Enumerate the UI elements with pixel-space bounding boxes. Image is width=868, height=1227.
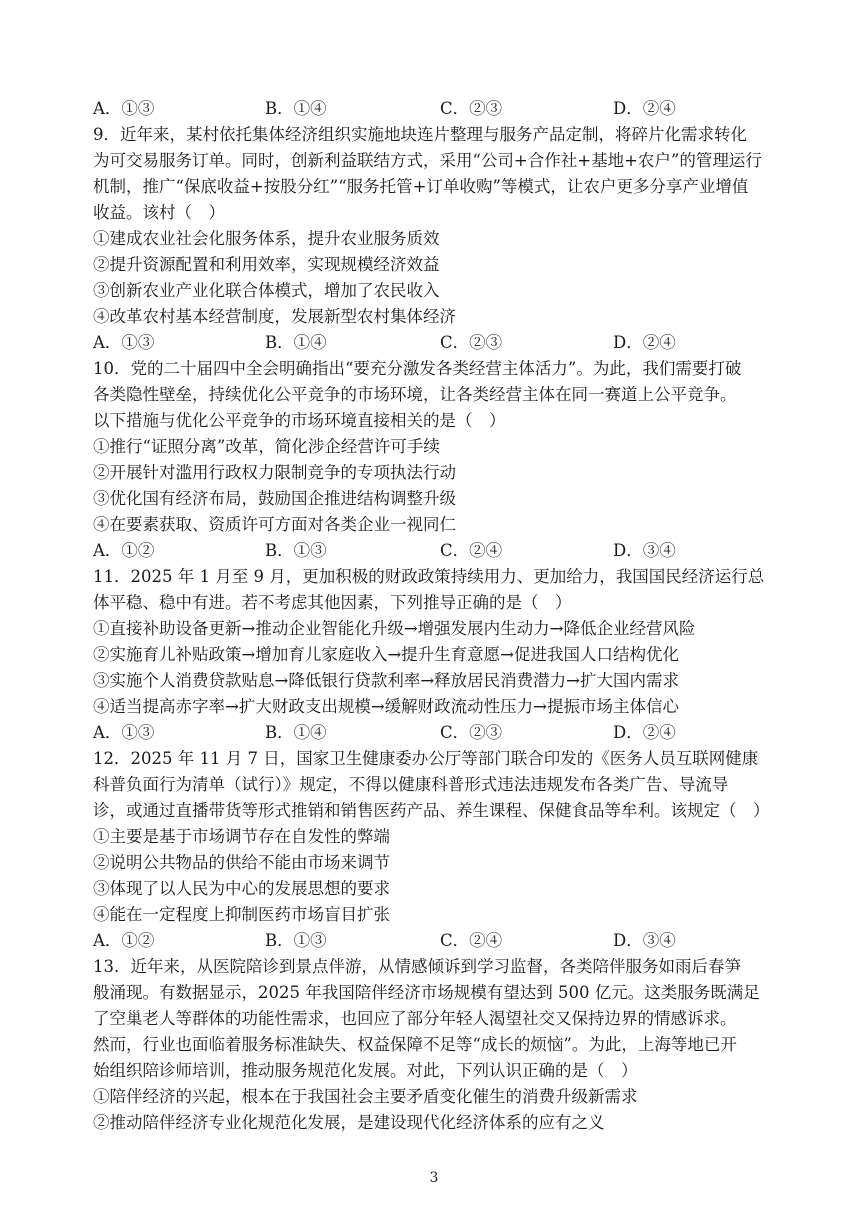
q9-item: ③创新农业产业化联合体模式，增加了农民收入 (93, 281, 440, 300)
q13-item: ②推动陪伴经济专业化规范化发展，是建设现代化经济体系的应有之义 (93, 1113, 605, 1132)
q13-stem-line: 般涌现。有数据显示，2025 年我国陪伴经济市场规模有望达到 500 亿元。这类服务既满足 (93, 983, 760, 1002)
option-d: D．②④ (613, 99, 676, 118)
q13-stem-line: 始组织陪诊师培训，推动服务规范化发展。对此，下列认识正确的是（ ） (93, 1061, 638, 1080)
q12-item: ②说明公共物品的供给不能由市场来调节 (93, 853, 390, 872)
q10-stem-line: 10．党的二十届四中全会明确指出“要充分激发各类经营主体活力”。为此，我们需要打破 (93, 359, 742, 378)
q10-options (93, 538, 783, 564)
option-b: B．①③ (265, 541, 327, 560)
option-d: D．③④ (613, 541, 676, 560)
option-c: C．②④ (440, 931, 503, 950)
option-a: A．①③ (93, 99, 155, 118)
q9-item: ①建成农业社会化服务体系，提升农业服务质效 (93, 229, 440, 248)
q13-item: ①陪伴经济的兴起，根本在于我国社会主要矛盾变化催生的消费升级新需求 (93, 1087, 638, 1106)
option-c: C．②③ (440, 723, 503, 742)
q10-item: ③优化国有经济布局，鼓励国企推进结构调整升级 (93, 489, 456, 508)
option-b: B．①④ (265, 99, 327, 118)
q11-item: ①直接补助设备更新→推动企业智能化升级→增强发展内生动力→降低企业经营风险 (93, 619, 696, 638)
q10-item: ①推行“证照分离”改革，简化涉企经营许可手续 (93, 437, 440, 456)
q9-stem-line: 机制，推广“保底收益+按股分红”“服务托管+订单收购”等模式，让农户更多分享产业增值 (93, 177, 749, 196)
q11-item: ②实施育儿补贴政策→增加育儿家庭收入→提升生育意愿→促进我国人口结构优化 (93, 645, 679, 664)
q11-stem-line: 体平稳、稳中有进。若不考虑其他因素，下列推导正确的是（ ） (93, 593, 572, 612)
option-d: D．②④ (613, 333, 676, 352)
q10-stem-line: 各类隐性壁垒，持续优化公平竞争的市场环境，让各类经营主体在同一赛道上公平竞争。 (93, 385, 737, 404)
q9-stem-line: 收益。该村（ ） (93, 203, 225, 222)
q12-options (93, 928, 783, 954)
q13-stem-line: 了空巢老人等群体的功能性需求，也回应了部分年轻人渴望社交又保持边界的情感诉求。 (93, 1009, 737, 1028)
option-d: D．③④ (613, 931, 676, 950)
q12-stem-line: 诊，或通过直播带货等形式推销和销售医药产品、养生课程、保健食品等牟利。该规定（ ） (93, 801, 770, 820)
q10-item: ④在要素获取、资质许可方面对各类企业一视同仁 (93, 515, 456, 534)
option-a: A．①② (93, 541, 155, 560)
q11-item: ③实施个人消费贷款贴息→降低银行贷款利率→释放居民消费潜力→扩大国内需求 (93, 671, 679, 690)
q13-stem-line: 13．近年来，从医院陪诊到景点伴游，从情感倾诉到学习监督，各类陪伴服务如雨后春笋 (93, 957, 741, 976)
option-c: C．②③ (440, 333, 503, 352)
option-c: C．②④ (440, 541, 503, 560)
q12-stem-line: 12．2025 年 11 月 7 日，国家卫生健康委办公厅等部门联合印发的《医务人员互联网健康 (93, 749, 759, 768)
option-a: A．①③ (93, 333, 155, 352)
prev-question-options (93, 96, 783, 122)
option-b: B．①③ (265, 931, 327, 950)
q9-item: ④改革农村基本经营制度，发展新型农村集体经济 (93, 307, 456, 326)
q11-options (93, 720, 783, 746)
q12-item: ①主要是基于市场调节存在自发性的弊端 (93, 827, 390, 846)
option-d: D．②④ (613, 723, 676, 742)
option-a: A．①③ (93, 723, 155, 742)
q10-item: ②开展针对滥用行政权力限制竞争的专项执法行动 (93, 463, 456, 482)
q11-item: ④适当提高赤字率→扩大财政支出规模→缓解财政流动性压力→提振市场主体信心 (93, 697, 679, 716)
option-b: B．①④ (265, 333, 327, 352)
q13-stem-line: 然而，行业也面临着服务标准缺失、权益保障不足等“成长的烦恼”。为此，上海等地已开 (93, 1035, 737, 1054)
q9-item: ②提升资源配置和利用效率，实现规模经济效益 (93, 255, 440, 274)
q11-stem-line: 11．2025 年 1 月至 9 月，更加积极的财政政策持续用力、更加给力，我国国民经济运行总 (93, 567, 765, 586)
q12-stem-line: 科普负面行为清单（试行）》规定，不得以健康科普形式违法违规发布各类广告、导流导 (93, 775, 729, 794)
option-b: B．①④ (265, 723, 327, 742)
option-a: A．①② (93, 931, 155, 950)
page-number: 3 (429, 1170, 439, 1186)
q9-stem-line: 9．近年来，某村依托集体经济组织实施地块连片整理与服务产品定制，将碎片化需求转化 (93, 125, 747, 144)
option-c: C．②③ (440, 99, 503, 118)
q12-item: ③体现了以人民为中心的发展思想的要求 (93, 879, 390, 898)
q10-stem-line: 以下措施与优化公平竞争的市场环境直接相关的是（ ） (93, 411, 506, 430)
q12-item: ④能在一定程度上抑制医药市场盲目扩张 (93, 905, 390, 924)
q9-options (93, 330, 783, 356)
q9-stem-line: 为可交易服务订单。同时，创新利益联结方式，采用“公司+合作社+基地+农户”的管理运行 (93, 151, 762, 170)
